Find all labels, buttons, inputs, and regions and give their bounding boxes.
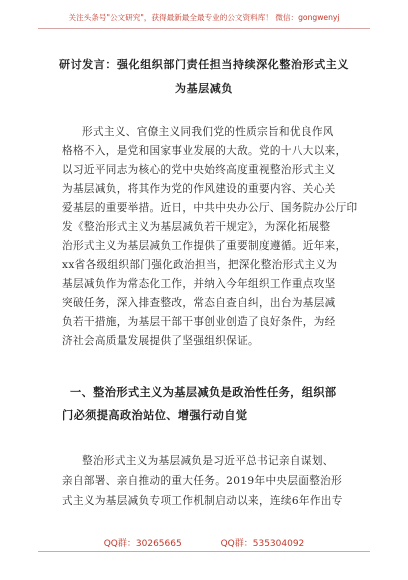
footer-contacts bbox=[0, 536, 408, 549]
paragraph-line: 负若干措施，为基层干部干事创业创造了良好条件，为经 bbox=[62, 316, 336, 328]
paragraph-line: 式主义为基层减负专项工作机制启动以来，连续6年作出专 bbox=[62, 495, 343, 507]
paragraph-line: 格格不入，是党和国家事业发展的大敌。党的十八大以来， bbox=[62, 145, 347, 157]
paragraph-line: 形式主义、官僚主义同我们党的性质宗旨和优良作风 bbox=[82, 126, 334, 138]
section-heading-line: 一、整治形式主义为基层减负是政治性任务，组织部 bbox=[70, 385, 337, 399]
paragraph-line: 发《整治形式主义为基层减负若干规定》，为深化拓展整 bbox=[62, 221, 331, 233]
paragraph-line: 治形式主义为基层减负工作提供了重要制度遵循。近年来， bbox=[62, 240, 347, 252]
paragraph-line: 爱基层的重要举措。近日，中共中央办公厅、国务院办公厅印 bbox=[62, 202, 358, 214]
header-divider bbox=[38, 28, 370, 29]
paragraph-line: 以习近平同志为核心的党中央始终高度重视整治形式主义 bbox=[62, 164, 336, 176]
paragraph-line: 突破任务，深入排查整改，常态自查自纠，出台为基层减 bbox=[62, 297, 336, 309]
paragraph-line: xx省各级组织部门强化政治担当，把深化整治形式主义为 bbox=[62, 259, 338, 271]
footer-divider bbox=[38, 551, 370, 552]
paragraph-line: 整治形式主义为基层减负是习近平总书记亲自谋划、 bbox=[82, 455, 334, 467]
paragraph-line: 基层减负作为常态化工作，并纳入今年组织工作重点攻坚 bbox=[62, 278, 336, 290]
footer-qq-group-1: QQ群：30265665 bbox=[103, 539, 182, 549]
header-banner: 关注头条号"公文研究"，获得最新最全最专业的公文资料库！ 微信：gongwenyj bbox=[68, 13, 340, 22]
document-title-line-1: 研讨发言：强化组织部门责任担当持续深化整治形式主义 bbox=[59, 58, 349, 71]
document-title-line-2: 为基层减负 bbox=[175, 82, 233, 95]
paragraph-line: 为基层减负，将其作为党的作风建设的重要内容、关心关 bbox=[62, 183, 336, 195]
paragraph-line: 济社会高质量发展提供了坚强组织保证。 bbox=[62, 335, 259, 347]
paragraph-line: 亲自部署、亲自推动的重大任务。2019年中央层面整治形 bbox=[62, 475, 343, 487]
footer-qq-group-2: QQ群：535304092 bbox=[220, 539, 305, 549]
section-heading-line: 门必须提高政治站位、增强行动自觉 bbox=[62, 408, 248, 422]
